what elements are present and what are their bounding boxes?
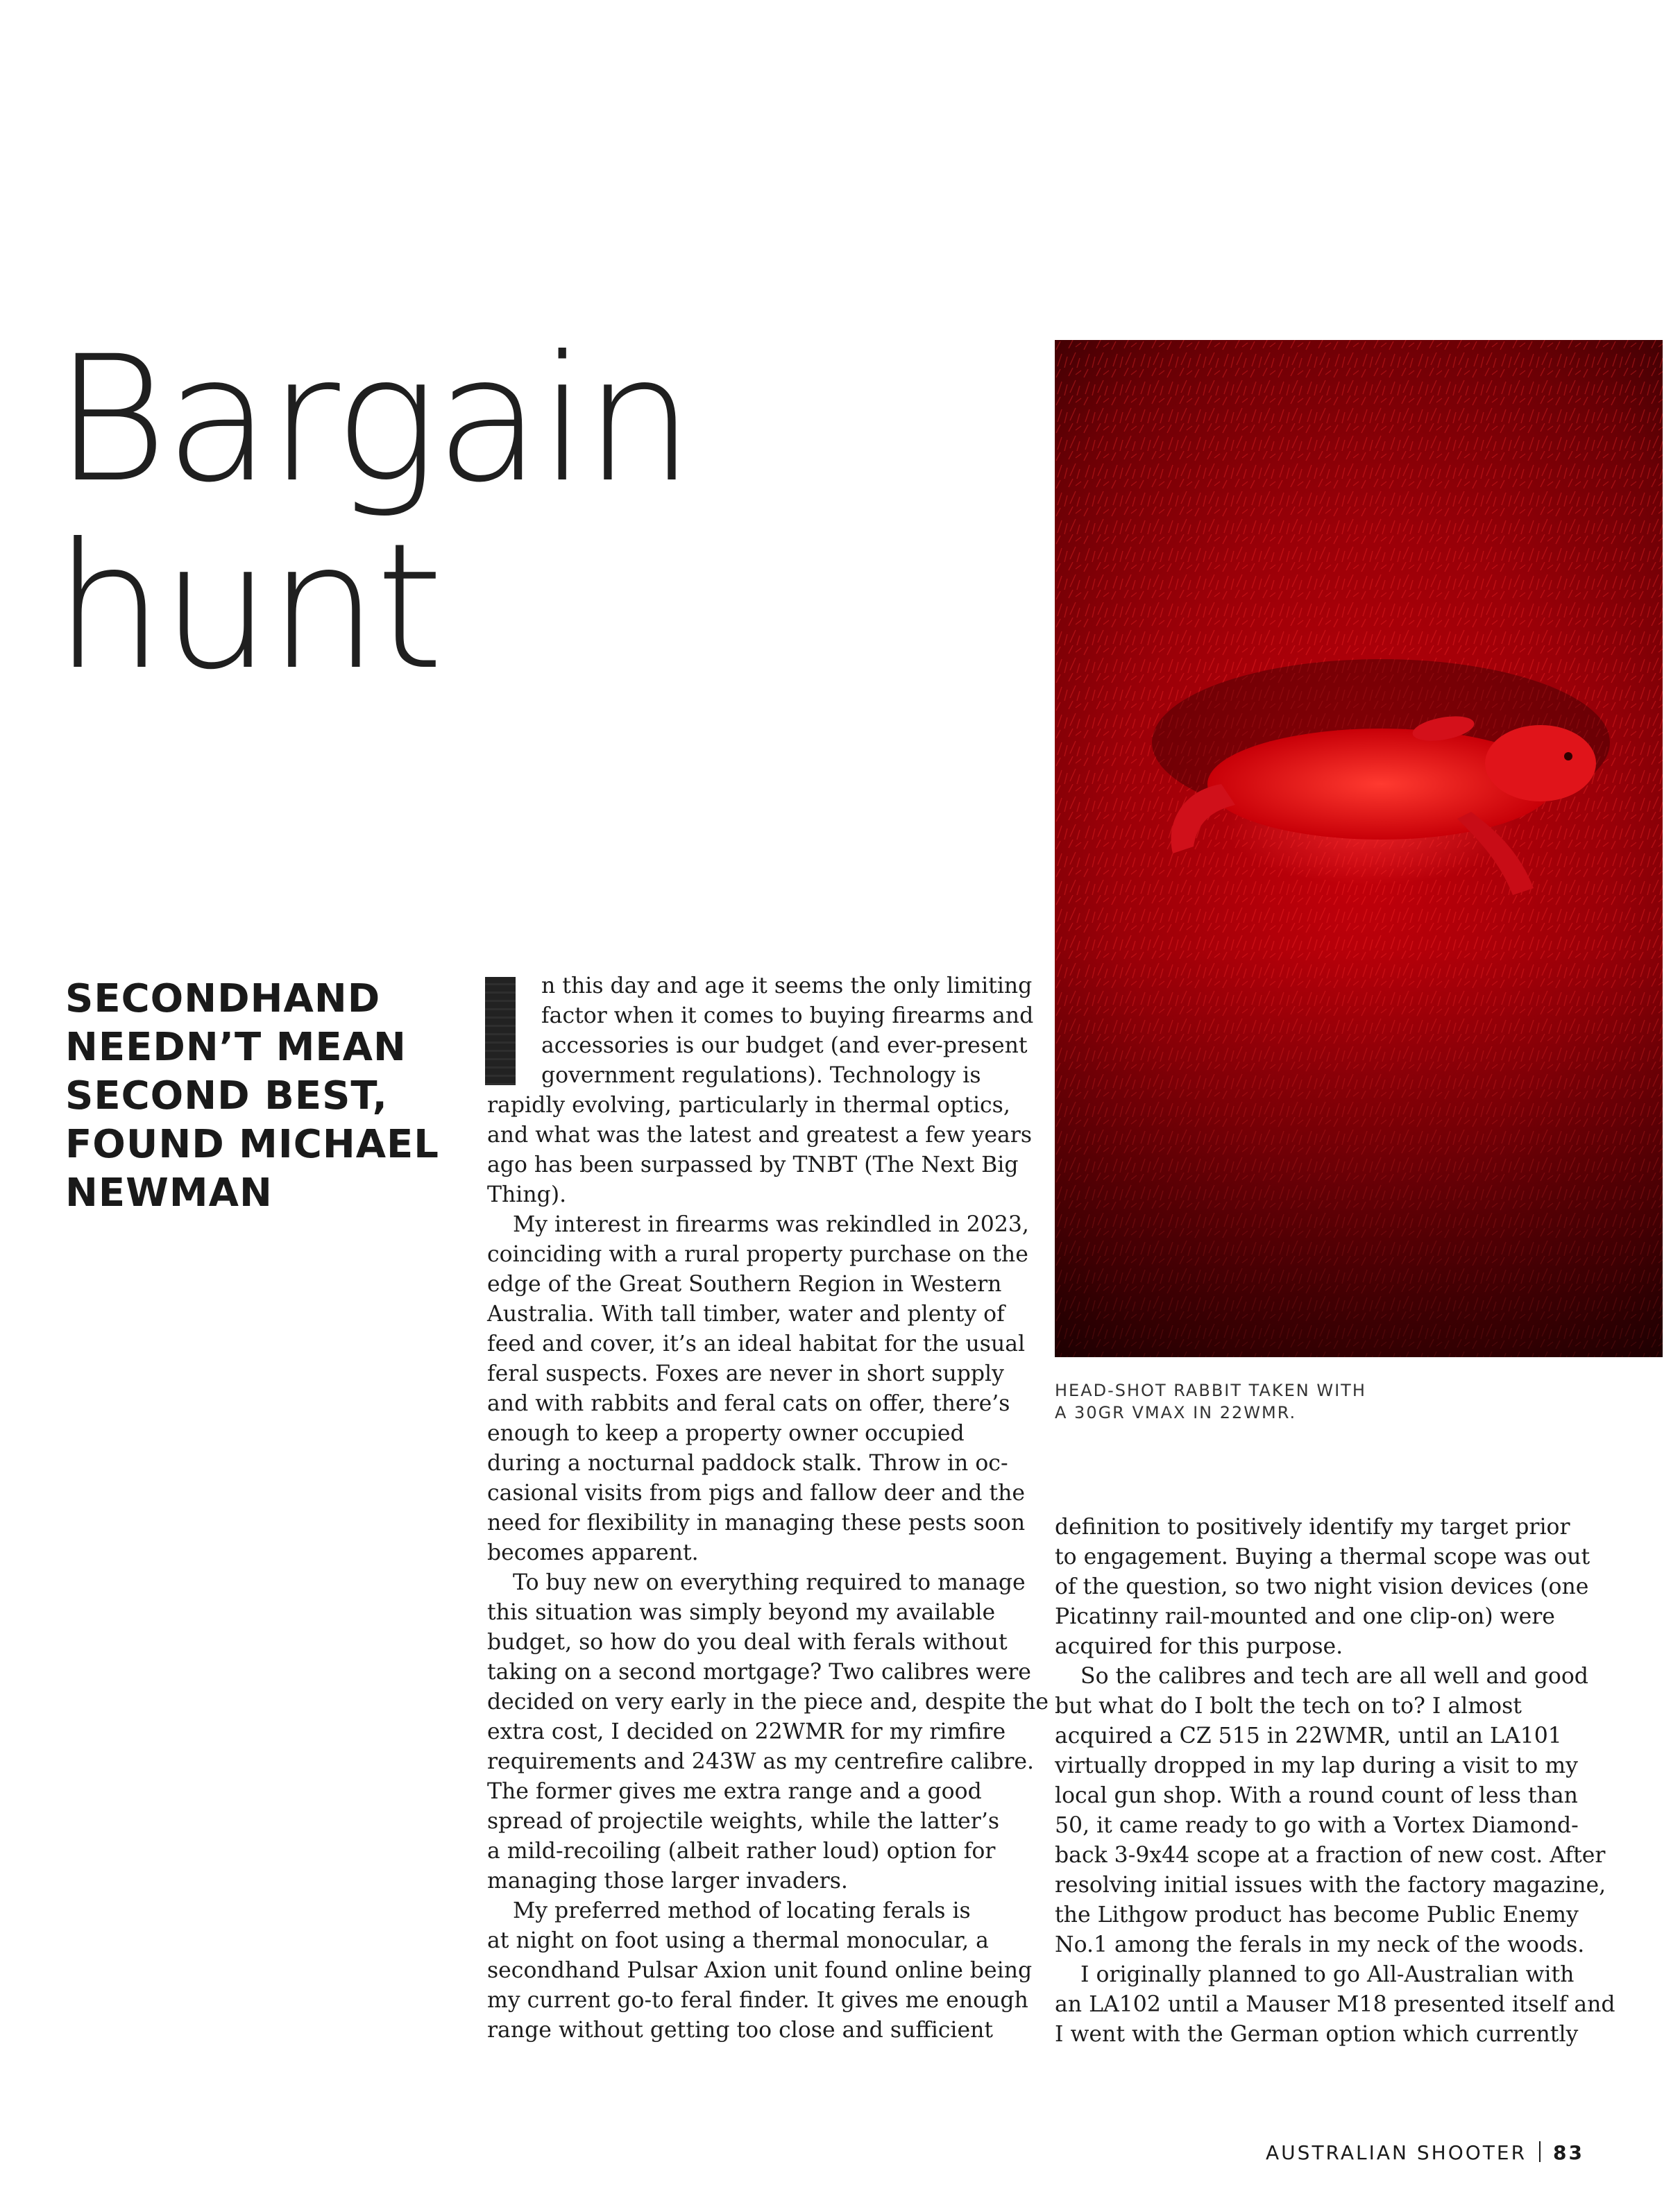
body-line: virtually dropped in my lap during a visit to my bbox=[1055, 1753, 1578, 1778]
body-line: 50, it came ready to go with a Vortex Diamond- bbox=[1055, 1813, 1579, 1838]
body-line: enough to keep a property owner occupied bbox=[487, 1421, 965, 1446]
body-line: local gun shop. With a round count of less than bbox=[1055, 1783, 1578, 1808]
standfirst-line: SECOND BEST, bbox=[65, 1073, 388, 1118]
body-line: The former gives me extra range and a good bbox=[487, 1779, 982, 1804]
body-line: range without getting too close and sufficient bbox=[487, 2018, 994, 2043]
body-line: I went with the German option which currently bbox=[1055, 2022, 1579, 2047]
photo-caption bbox=[1055, 1379, 1366, 1424]
page-number: 83 bbox=[1553, 2141, 1584, 2164]
body-line: of the question, so two night vision devices (one bbox=[1055, 1574, 1589, 1599]
body-line: decided on very early in the piece and, despite the bbox=[487, 1690, 1049, 1715]
body-line: during a nocturnal paddock stalk. Throw in oc- bbox=[487, 1451, 1008, 1476]
body-line: resolving initial issues with the factory magazine, bbox=[1055, 1873, 1606, 1898]
body-line: spread of projectile weights, while the latter’s bbox=[487, 1809, 1000, 1834]
body-line: at night on foot using a thermal monocular, a bbox=[487, 1928, 989, 1953]
body-line: My interest in firearms was rekindled in 2023, bbox=[513, 1212, 1029, 1237]
standfirst-line: SECONDHAND bbox=[65, 976, 381, 1021]
body-line: I originally planned to go All-Australian with bbox=[1080, 1962, 1575, 1987]
standfirst bbox=[65, 975, 482, 1218]
body-line: feed and cover, it’s an ideal habitat for the usual bbox=[487, 1332, 1026, 1356]
headline-line-1: Bargain bbox=[54, 318, 692, 520]
body-column-left bbox=[487, 971, 1049, 2045]
body-column-right bbox=[1055, 1513, 1615, 2050]
body-line: the Lithgow product has become Public Enemy bbox=[1055, 1903, 1579, 1928]
body-line: casional visits from pigs and fallow deer and the bbox=[487, 1481, 1025, 1506]
body-line: back 3-9x44 scope at a fraction of new cost. After bbox=[1055, 1843, 1606, 1868]
body-line: edge of the Great Southern Region in Western bbox=[487, 1272, 1002, 1297]
caption-line: HEAD-SHOT RABBIT TAKEN WITH bbox=[1055, 1381, 1366, 1400]
headline bbox=[54, 318, 692, 708]
body-line: feral suspects. Foxes are never in short supply bbox=[487, 1361, 1004, 1386]
body-line: and with rabbits and feral cats on offer, there’s bbox=[487, 1391, 1010, 1416]
body-line: but what do I bolt the tech on to? I almost bbox=[1055, 1694, 1522, 1719]
body-line: Thing). bbox=[487, 1182, 567, 1207]
body-line: n this day and age it seems the only limiting bbox=[541, 973, 1033, 998]
headline-line-2: hunt bbox=[54, 506, 441, 708]
body-line: budget, so how do you deal with ferals without bbox=[487, 1630, 1008, 1655]
body-line: taking on a second mortgage? Two calibres were bbox=[487, 1660, 1031, 1685]
body-line: an LA102 until a Mauser M18 presented itself and bbox=[1055, 1992, 1615, 2017]
body-line: this situation was simply beyond my available bbox=[487, 1600, 996, 1625]
body-line: Picatinny rail-mounted and one clip-on) were bbox=[1055, 1604, 1555, 1629]
body-line: My preferred method of locating ferals is bbox=[513, 1898, 971, 1923]
publication-name: AUSTRALIAN SHOOTER bbox=[1266, 2141, 1527, 2164]
caption-line: A 30GR VMAX IN 22WMR. bbox=[1055, 1403, 1297, 1422]
body-line: acquired for this purpose. bbox=[1055, 1634, 1343, 1659]
body-line: government regulations). Technology is bbox=[541, 1063, 981, 1088]
body-line: Australia. With tall timber, water and plenty of bbox=[487, 1302, 1005, 1327]
page-folio bbox=[1266, 2141, 1584, 2164]
body-line: factor when it comes to buying firearms and bbox=[541, 1003, 1034, 1028]
body-line: accessories is our budget (and ever-present bbox=[541, 1033, 1028, 1058]
folio-divider bbox=[1539, 2141, 1541, 2162]
body-line: rapidly evolving, particularly in thermal optics, bbox=[487, 1093, 1010, 1118]
rabbit-photo bbox=[1055, 340, 1663, 1357]
rabbit-photo-illustration bbox=[1055, 340, 1663, 1357]
body-line: So the calibres and tech are all well and good bbox=[1080, 1664, 1588, 1689]
body-line: requirements and 243W as my centrefire calibre. bbox=[487, 1749, 1035, 1774]
body-line: managing those larger invaders. bbox=[487, 1869, 848, 1894]
body-line: secondhand Pulsar Axion unit found online being bbox=[487, 1958, 1033, 1983]
standfirst-line: NEWMAN bbox=[65, 1171, 273, 1216]
body-line: to engagement. Buying a thermal scope was out bbox=[1055, 1545, 1590, 1569]
body-line: coinciding with a rural property purchase on the bbox=[487, 1242, 1028, 1267]
body-line: To buy new on everything required to manage bbox=[513, 1570, 1026, 1595]
body-line: acquired a CZ 515 in 22WMR, until an LA101 bbox=[1055, 1724, 1562, 1749]
body-line: No.1 among the ferals in my neck of the woods. bbox=[1055, 1932, 1585, 1957]
body-line: a mild-recoiling (albeit rather loud) option for bbox=[487, 1839, 996, 1864]
body-line: ago has been surpassed by TNBT (The Next Big bbox=[487, 1152, 1019, 1177]
body-line: becomes apparent. bbox=[487, 1540, 699, 1565]
body-line: need for flexibility in managing these pests soon bbox=[487, 1511, 1026, 1535]
standfirst-line: FOUND MICHAEL bbox=[65, 1122, 439, 1167]
body-line: my current go-to feral finder. It gives me enough bbox=[487, 1988, 1028, 2013]
standfirst-line: NEEDN’T MEAN bbox=[65, 1025, 407, 1070]
body-line: and what was the latest and greatest a few years bbox=[487, 1123, 1032, 1148]
body-line: definition to positively identify my target prior bbox=[1055, 1515, 1570, 1540]
body-line: extra cost, I decided on 22WMR for my rimfire bbox=[487, 1719, 1006, 1744]
